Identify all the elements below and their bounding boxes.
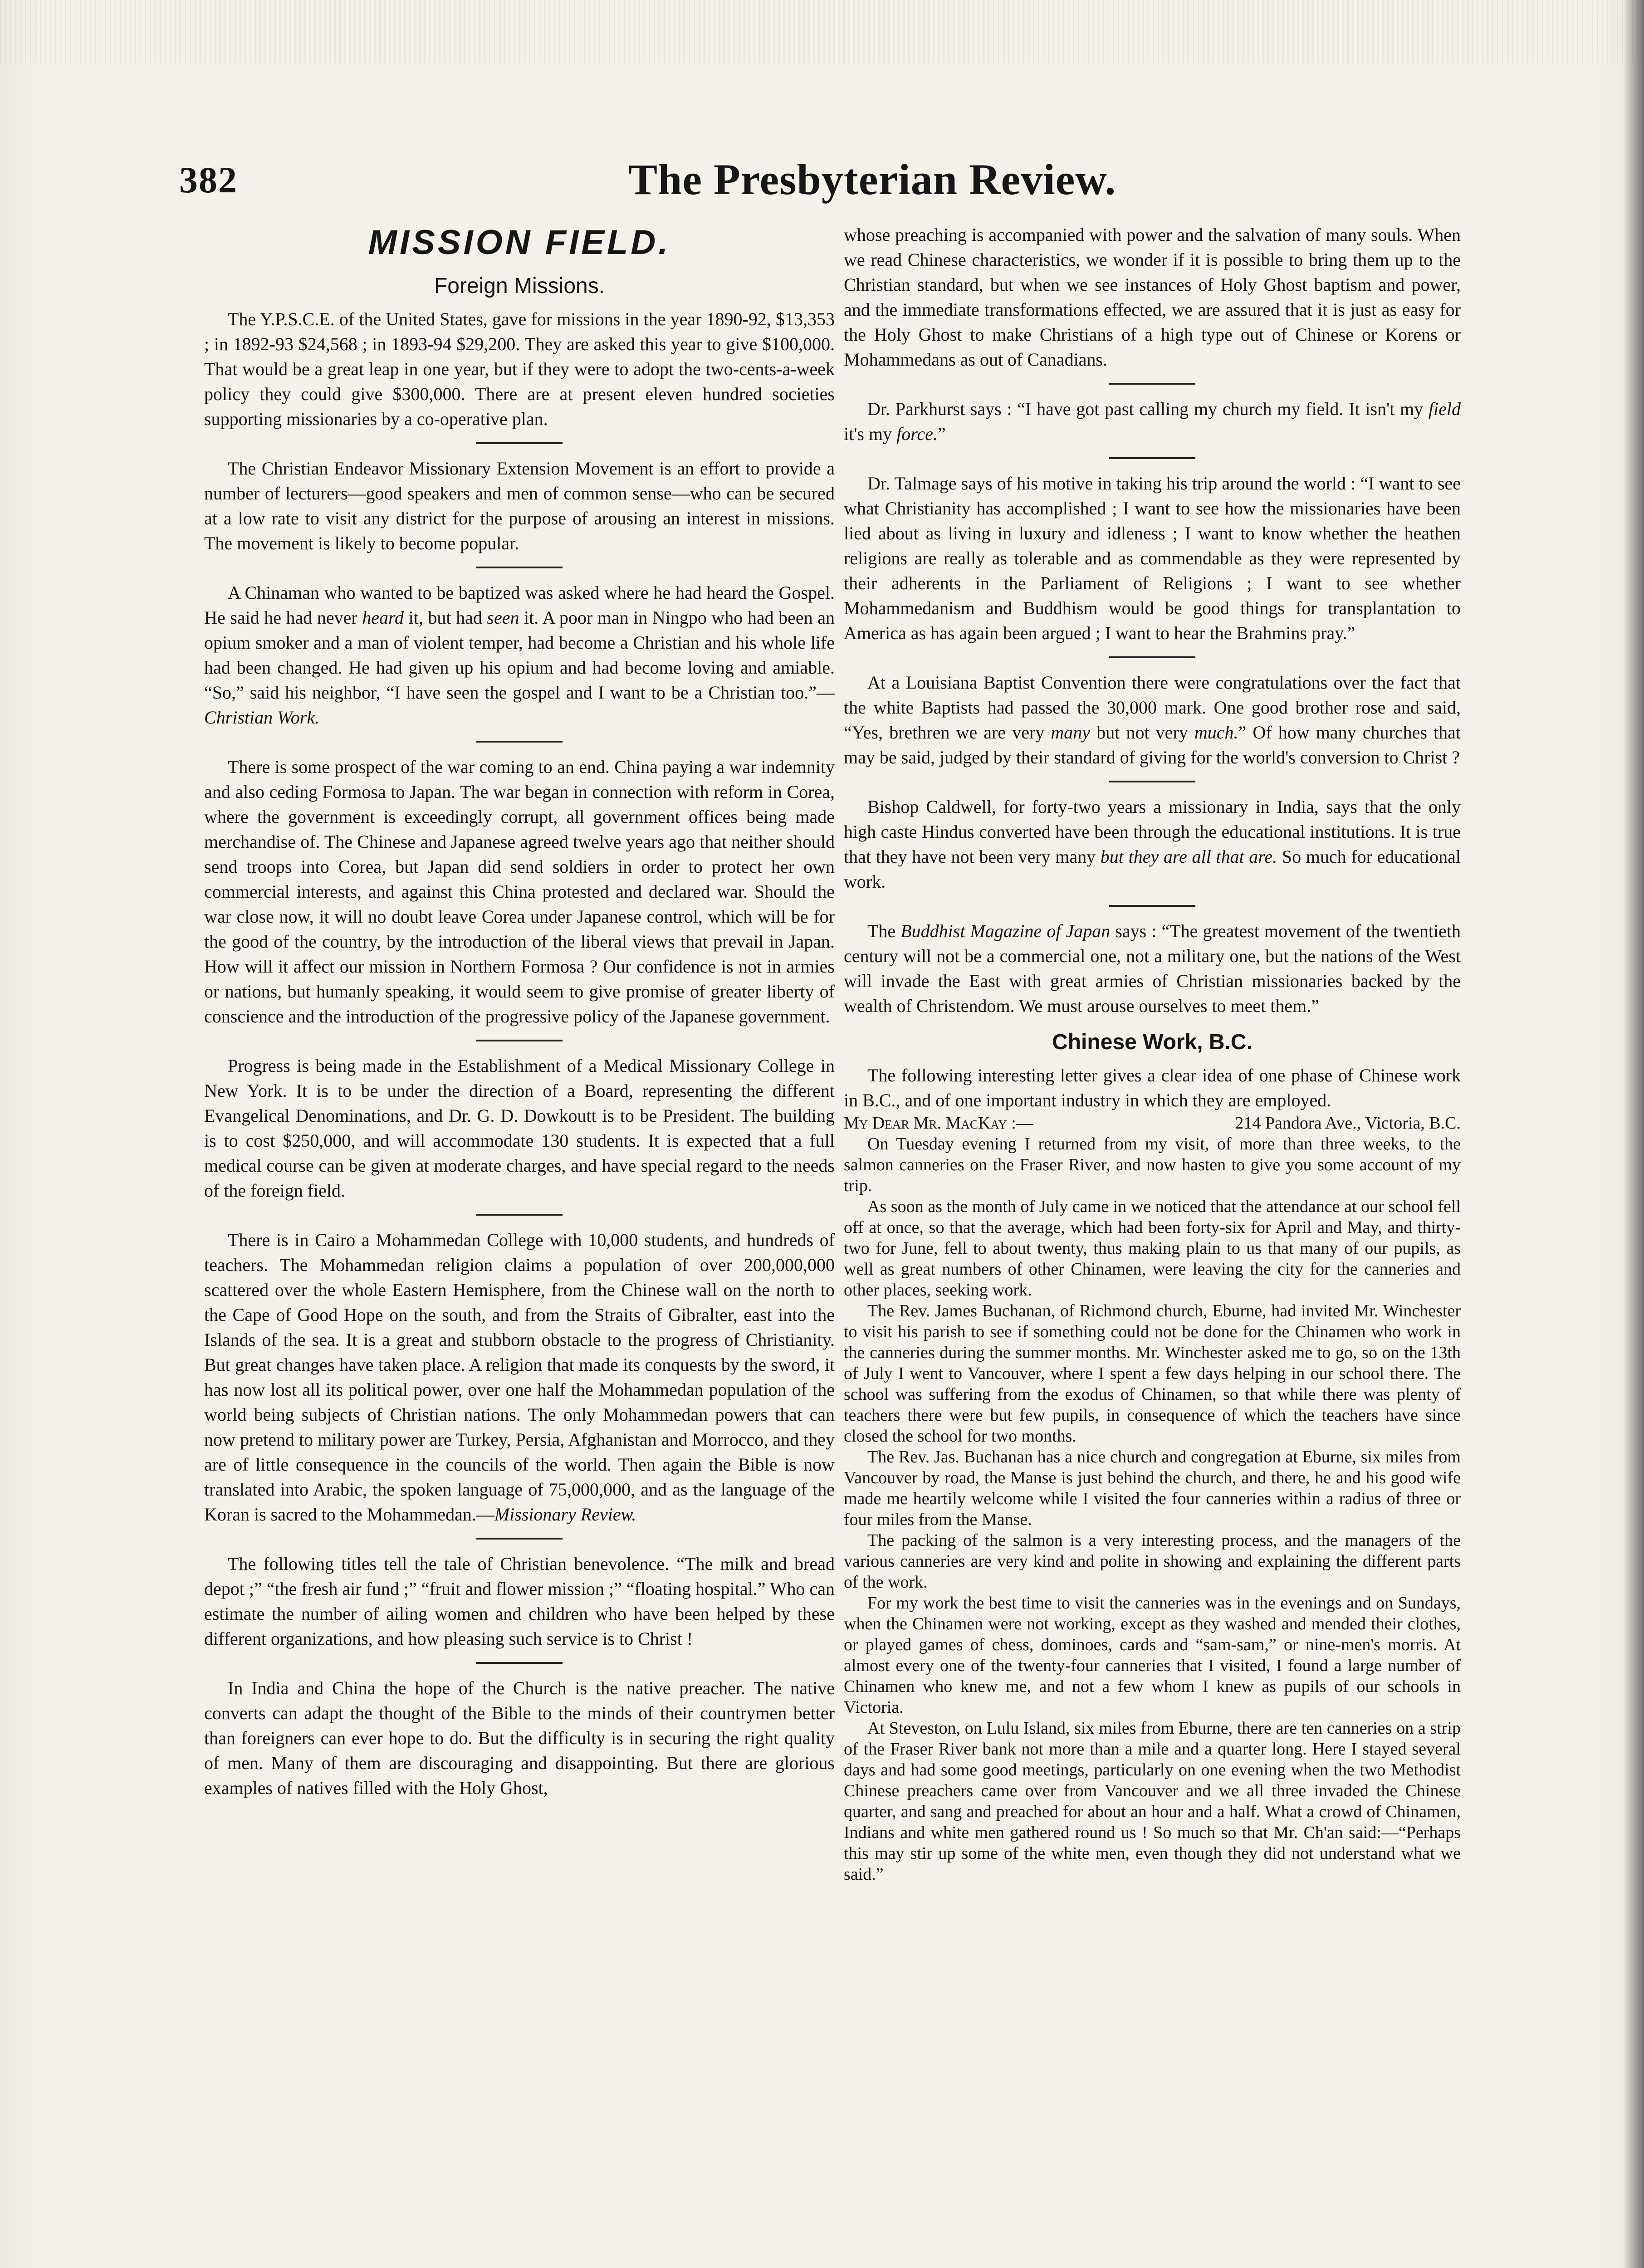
text-run: it, but had (408, 607, 482, 628)
right-column (844, 222, 1461, 1885)
article-war: There is some prospect of the war coming to an end. China paying a war indemnity and also ceding Formosa to Japan. The war began in connection with reform in Corea, where the government is exceedingly corrupt, all government offices being made merchandise of. The Chinese and Japanese agreed twelve years ago that neither should send troops into Corea, but Japan did send soldiers in order to protect her own commercial interests, and against this China protested and declared war. Should the war close now, it will no doubt leave Corea under Japanese control, which will be for the good of the country, by the introduction of the liberal views that prevail in Japan. How will it affect our mission in Northern Formosa ? Our confidence is not in armies or nations, but humanly speaking, it would seem to give promise of greater liberty of conscience and the introduction of the progressive policy of the Japanese government. (204, 757, 835, 1026)
emphasis: many (1051, 722, 1091, 743)
text-run: The (867, 921, 896, 941)
text-run: it's my (844, 424, 892, 444)
divider (476, 1040, 563, 1041)
article-baptist-convention (844, 670, 1461, 770)
emphasis: seen (487, 607, 519, 628)
text-run: A Chinaman who wanted to be baptized was asked where he had heard the Gospel. He said he had never (204, 582, 835, 628)
letter-greeting (844, 1113, 1461, 1134)
article-chinaman-gospel (204, 580, 835, 730)
divider (476, 442, 563, 444)
text-run: Dr. Parkhurst says : “I have got past calling my church my field. It isn't my (867, 399, 1424, 419)
emphasis: much. (1194, 722, 1238, 743)
source-citation: Missionary Review. (494, 1504, 636, 1525)
text-run: Bishop Caldwell, for forty-two years a missionary in India, says that the only high caste Hindus converted have been through the educational institutions. It is true that they have not been very many (844, 797, 1461, 867)
letter-salutation: My Dear Mr. MacKay :— (844, 1114, 1033, 1133)
divider (476, 1538, 563, 1540)
left-column (204, 222, 835, 1800)
text-run: says : “The greatest movement of the twentieth century will not be a commercial one, not a military one, but the nations of the West will invade the East with great armies of Christian missionaries backed by the wealth of Christendom. We must arouse ourselves to meet them.” (844, 921, 1461, 1016)
divider (1109, 383, 1195, 385)
article-cairo-college (204, 1227, 835, 1527)
divider (476, 1662, 563, 1664)
text-run: There is in Cairo a Mohammedan College with 10,000 students, and hundreds of teachers. The Mohammedan religion claims a population of over 200,000,000 scattered over the whole Eastern Hemisphere, from the Chinese wall on the north to the Cape of Good Hope on the south, and from the Straits of Gibralter, east into the Islands of the sea. It is a great and stubborn obstacle to the progress of Christianity. But great changes have taken place. A religion that made its conquests by the sword, it has now lost all its political power, over one half the Mohammedan population of the world being subjects of Christian nations. The only Mohammedan powers that can now pretend to military power are Turkey, Persia, Afghanistan and Morrocco, and they are of little consequence in the councils of the world. Then again the Bible is now translated into Arabic, the spoken language of 75,000,000, and as the language of the Koran is sacred to the Mohammedan.— (204, 1230, 835, 1525)
letter-paragraph: For my work the best time to visit the canneries was in the evenings and on Sundays, when the Chinamen were not working, except as they washed and mended their clothes, or played games of chess, dominoes, cards and “sam-sam,” or nine-men's morris. At almost every one of the twenty-four canneries that I visited, I found a large number of Chinamen who knew me, and not a few whom I knew as pupils of our schools in Victoria. (844, 1593, 1461, 1717)
subhead-chinese-work: Chinese Work, B.C. (1052, 1030, 1253, 1054)
letter-paragraph: At Steveston, on Lulu Island, six miles from Eburne, there are ten canneries on a strip of the Fraser River bank not more than a mile and a quarter long. Here I stayed several days and had some good meetings, particularly on one evening when the two Methodist Chinese preachers came over from Vancouver and we all three invaded the Chinese quarter, and sang and preached for about an hour and a half. What a crowd of Chinamen, Indians and white men gathered round us ! So much so that Mr. Ch'an said:—“Perhaps this may stir up some of the white men, even though they did not understand what we said.” (844, 1719, 1461, 1884)
article-benevolence: The following titles tell the tale of Christian benevolence. “The milk and bread depot ;” “the fresh air fund ;” “fruit and flower mission ;” “floating hospital.” Who can estimate the number of ailing women and children who have been helped by these different organizations, and how pleasing such service is to Christ ! (204, 1554, 835, 1649)
article-ypsce: The Y.P.S.C.E. of the United States, gave for missions in the year 1890-92, $13,353 ; in 1892-93 $24,568 ; in 1893-94 $29,200. They are asked this year to give $100,000. That would be a great leap in one year, but if they were to adopt the two-cents-a-week policy they could give $300,000. There are at present eleven hundred societies supporting missionaries by a co-operative plan. (204, 309, 835, 429)
letter-paragraph: On Tuesday evening I returned from my visit, of more than three weeks, to the salmon canneries on the Fraser River, and now hasten to give you some account of my trip. (844, 1134, 1461, 1195)
letter-paragraph: The packing of the salmon is a very interesting process, and the managers of the various canneries are very kind and polite in showing and explaining the different parts of the work. (844, 1531, 1461, 1592)
subhead-foreign-missions: Foreign Missions. (434, 274, 605, 298)
divider (1109, 905, 1195, 907)
divider (476, 1214, 563, 1216)
divider (1109, 781, 1195, 782)
text-run: it. A poor man in Ningpo who had been an opium smoker and a man of violent temper, had become a Christian and his whole life had been changed. He had given up his opium and had become loving and amiable. “So,” said his neighbor, “I have seen the gospel and I want to be a Christian too.”— (204, 607, 835, 703)
emphasis: force. (896, 424, 938, 444)
letter-intro: The following interesting letter gives a clear idea of one phase of Chinese work in B.C., and of one important industry in which they are employed. (844, 1065, 1461, 1110)
publication-title: Buddhist Magazine of Japan (900, 921, 1111, 941)
article-caldwell (844, 794, 1461, 894)
text-run: but not very (1096, 722, 1188, 743)
divider (1109, 457, 1195, 459)
article-native-preacher: In India and China the hope of the Church is the native preacher. The native converts can adapt the thought of the Bible to the minds of their countrymen better than foreigners can ever hope to do. But the difficulty is in securing the right quality of men. Many of them are discouraging and disappointing. But there are glorious examples of natives filled with the Holy Ghost, (204, 1678, 835, 1798)
article-talmage: Dr. Talmage says of his motive in taking his trip around the world : “I want to see what Christianity has accomplished ; I want to see how the missionaries have been lied about as living in luxury and idleness ; I want to know whether the heathen religions are really as tolerable and as commendable as they were represented by their adherents in the Parliament of Religions ; I want to see whether Mohammedanism and Buddhism would be good things for transplantation to America as has again been argued ; I want to hear the Brahmins pray.” (844, 473, 1461, 643)
emphasis: but they are all that are. (1100, 846, 1277, 867)
emphasis: heard (362, 607, 404, 628)
letter-paragraph: The Rev. Jas. Buchanan has a nice church and congregation at Eburne, six miles from Vancouver by road, the Manse is just behind the church, and there, he and his good wife made me heartily welcome while I visited the four canneries within a radius of three or four miles from the Manse. (844, 1447, 1461, 1529)
scan-edge-top (0, 0, 1644, 64)
letter-paragraph: The Rev. James Buchanan, of Richmond church, Eburne, had invited Mr. Winchester to visit his parish to see if something could not be done for the Chinamen who work in the canneries during the summer months. Mr. Winchester asked me to go, so on the 13th of July I went to Vancouver, where I spent a few days helping in our school there. The school was suffering from the exodus of Chinamen, so that while there was plenty of teachers there were but few pupils, in consequence of which the teachers have since closed the school for two months. (844, 1301, 1461, 1446)
text-run: ” (937, 424, 946, 444)
text-run: At a Louisiana Baptist Convention there were congratulations over the fact that the white Baptists had passed the 30,000 mark. One good brother rose and said, “Yes, brethren we are very (844, 672, 1461, 743)
section-title: MISSION FIELD. (368, 223, 671, 262)
article-parkhurst (844, 396, 1461, 446)
article-extension-movement: The Christian Endeavor Missionary Extension Movement is an effort to provide a number of lecturers—good speakers and men of common sense—who can be secured at a low rate to visit any district for the purpose of arousing an interest in missions. The movement is likely to become popular. (204, 458, 835, 553)
letter-address: 214 Pandora Ave., Victoria, B.C. (1235, 1114, 1461, 1133)
divider (476, 567, 563, 568)
journal-title: The Presbyterian Review. (628, 155, 1116, 204)
divider (1109, 656, 1195, 658)
article-native-preacher-continued: whose preaching is accompanied with power and the salvation of many souls. When we read Chinese characteristics, we wonder if it is possible to bring them up to the Christian standard, but when we see instances of Holy Ghost baptism and power, and the immediate transformations effected, we are assured that it is just as easy for the Holy Ghost to make Christians of a high type out of Chinese or Korens or Mohammedans as out of Canadians. (844, 225, 1461, 370)
article-medical-college: Progress is being made in the Establishment of a Medical Missionary College in New York. It is to be under the direction of a Board, representing the different Evangelical Denominations, and Dr. G. D. Dowkoutt is to be President. The building is to cost $250,000, and will accommodate 130 students. It is expected that a full medical course can be given at moderate charges, and have special regard to the needs of the foreign field. (204, 1056, 835, 1201)
source-citation: Christian Work. (204, 707, 320, 728)
page-number: 382 (179, 159, 238, 200)
emphasis: field (1428, 399, 1461, 419)
article-buddhist-magazine (844, 919, 1461, 1018)
text-run: ” Of how many churches that may be said, judged by their standard of giving for the world's conversion to Christ ? (844, 722, 1461, 767)
scan-edge-right (1623, 0, 1644, 2268)
text-run: So much for educational work. (844, 846, 1461, 892)
divider (476, 741, 563, 743)
letter-paragraph: As soon as the month of July came in we noticed that the attendance at our school fell off at once, so that the average, which had been forty-six for April and May, and thirty-two for June, fell to about twenty, thus making plain to us that many of our pupils, as well as great numbers of other Chinamen, were leaving the city for the canneries and other places, seeking work. (844, 1197, 1461, 1300)
page-header (179, 154, 1549, 213)
